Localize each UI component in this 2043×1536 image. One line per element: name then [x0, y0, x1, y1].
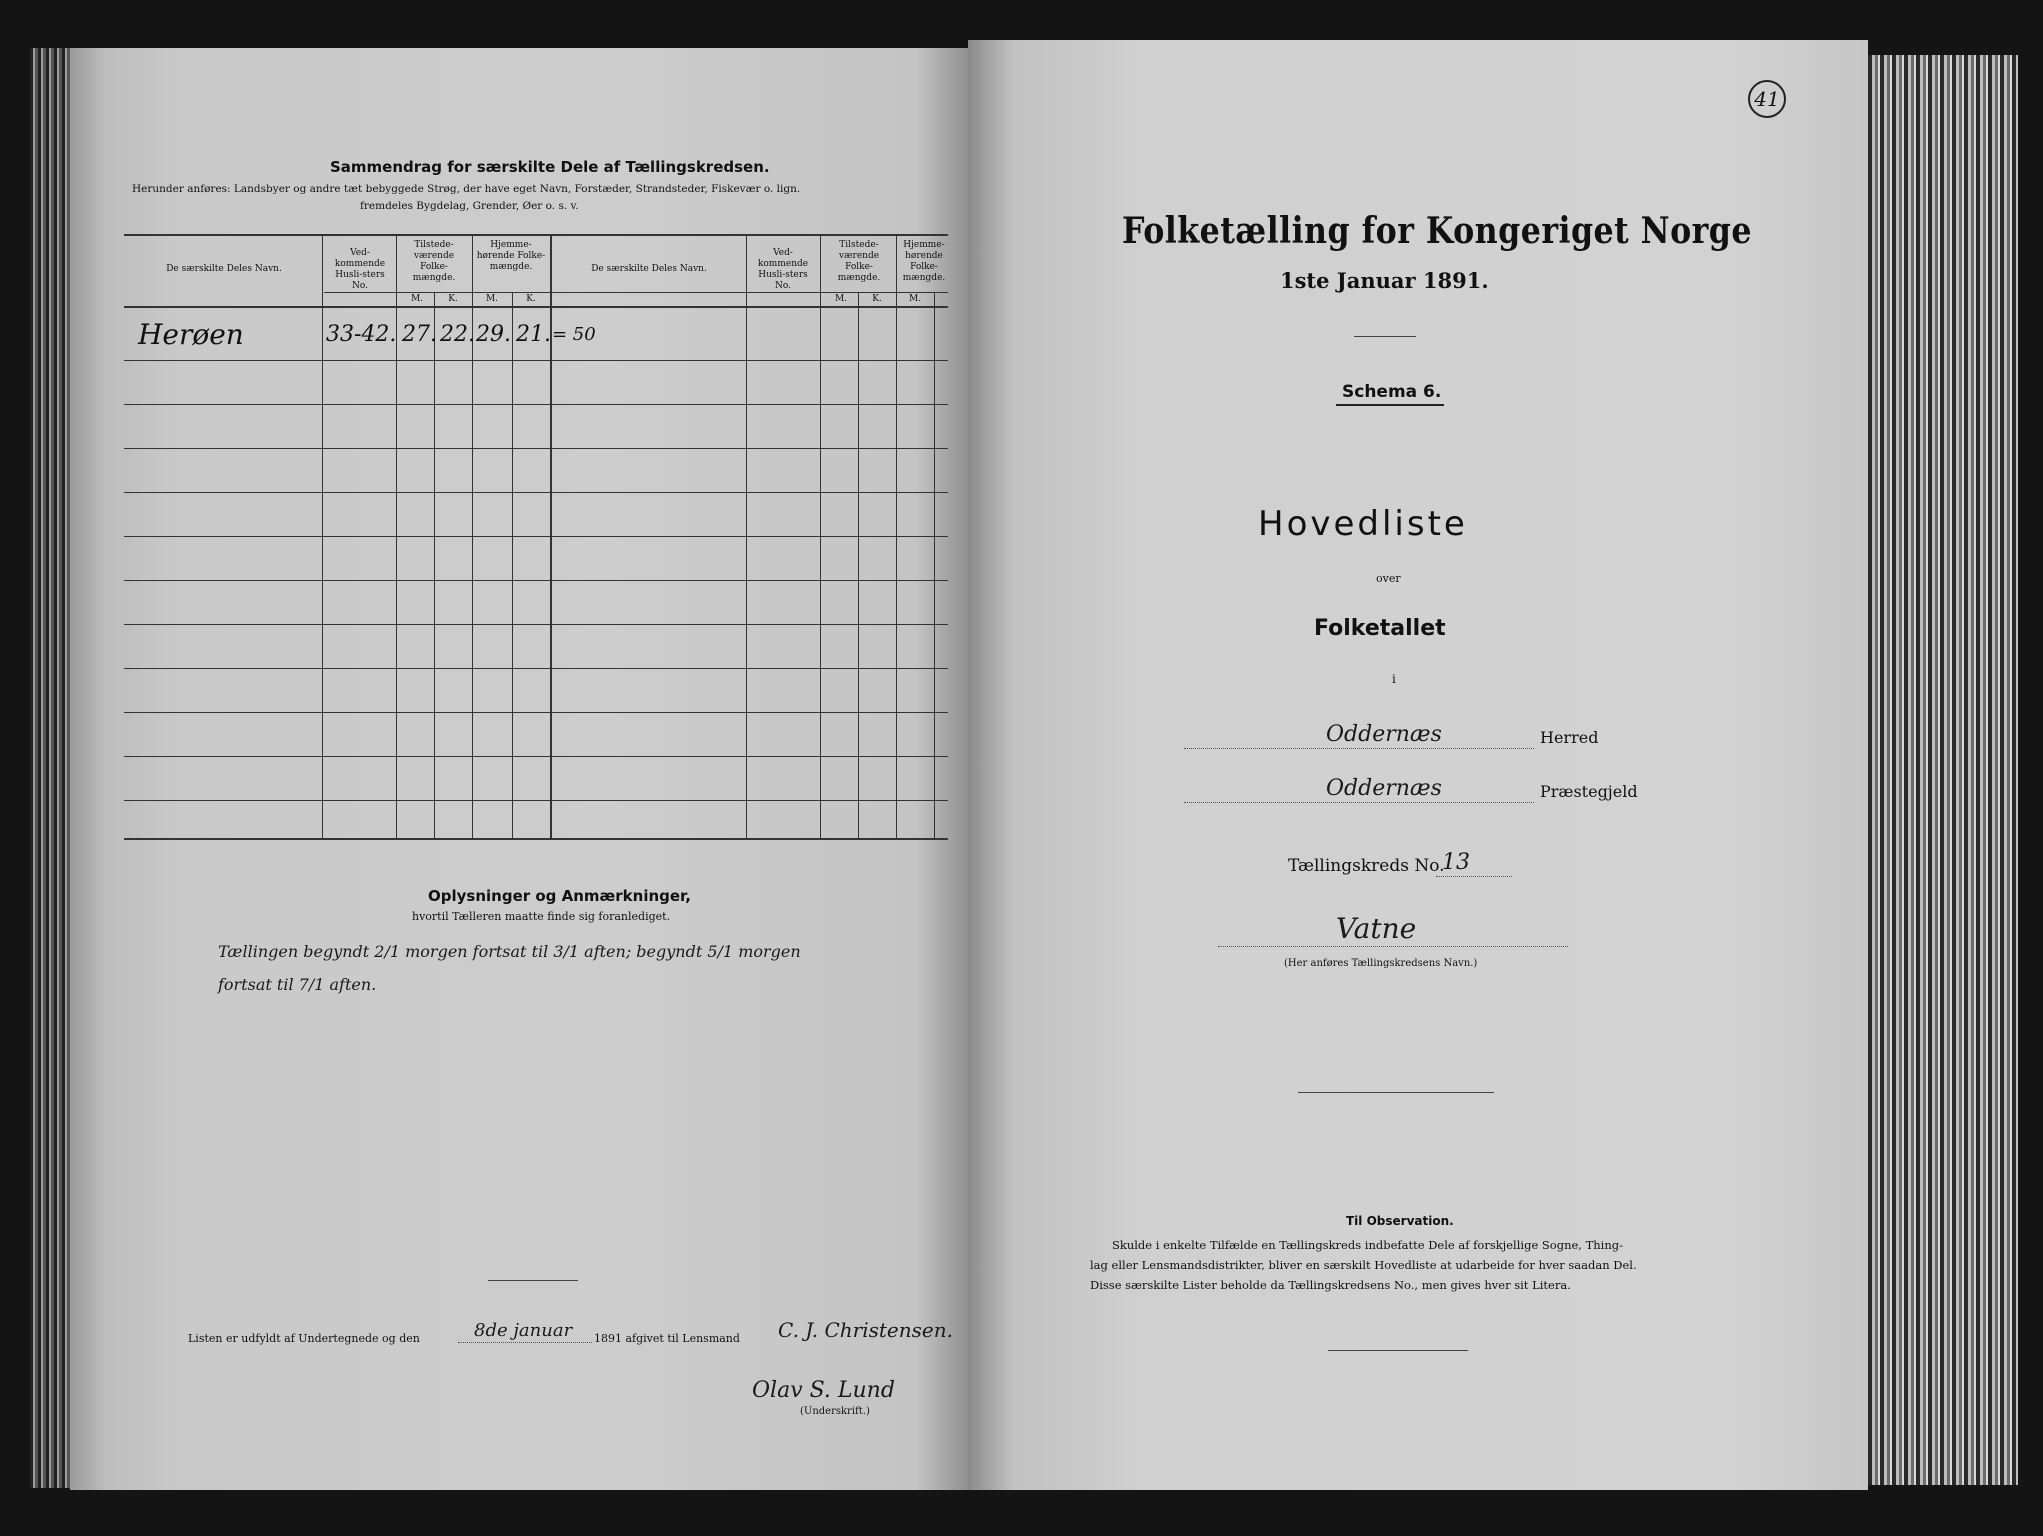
- header-m: M.: [410, 294, 424, 304]
- schema-label: Schema 6.: [1342, 382, 1442, 402]
- row-present-k: 22.: [440, 322, 475, 347]
- bottom-rule: [1328, 1350, 1468, 1351]
- kreds-label: Tællingskreds No.: [1288, 856, 1445, 876]
- header-m: M.: [485, 294, 499, 304]
- folketallet-heading: Folketallet: [1314, 616, 1446, 641]
- header-list-no: Ved-kommende Husli-sters No.: [757, 248, 809, 291]
- short-rule: [488, 1280, 578, 1281]
- footer-prefix: Listen er udfyldt af Undertegnede og den: [188, 1332, 420, 1345]
- summary-table: [124, 234, 948, 840]
- title-rule: [1354, 336, 1416, 337]
- row-resident-k: 21.: [516, 322, 551, 347]
- header-m: M.: [834, 294, 848, 304]
- lensmand-name: C. J. Christensen.: [778, 1318, 953, 1342]
- prestegjeld-value: Oddernæs: [1326, 776, 1442, 801]
- header-k: K.: [872, 294, 882, 304]
- header-present: Tilstede-værende Folke-mængde.: [412, 240, 456, 283]
- header-k: K.: [448, 294, 458, 304]
- remarks-line-2: fortsat til 7/1 aften.: [218, 975, 377, 994]
- observation-line-1: Skulde i enkelte Tilfælde en Tællingskreds indbefatte Dele af forskjellige Sogne, Thing-: [1112, 1238, 1624, 1252]
- observation-line-3: Disse særskilte Lister beholde da Tællingskredsens No., men gives hver sit Litera.: [1090, 1278, 1571, 1292]
- kreds-name-line: [1218, 946, 1568, 947]
- footer-year: 1891 afgivet til Lensmand: [594, 1332, 740, 1345]
- header-name: De særskilte Deles Navn.: [166, 264, 282, 274]
- kreds-value: 13: [1442, 850, 1470, 875]
- row-name: Herøen: [138, 318, 244, 351]
- footer-date-line: [458, 1342, 592, 1343]
- page-number: [1748, 80, 1786, 118]
- observation-line-2: lag eller Lensmandsdistrikter, bliver en særskilt Hovedliste at udarbeide for hver saadan Del.: [1090, 1258, 1637, 1272]
- herred-label: Herred: [1540, 728, 1599, 747]
- header-list-no: Ved-kommende Husli-sters No.: [334, 248, 386, 291]
- remarks-title: Oplysninger og Anmærkninger,: [428, 887, 691, 905]
- page-number-text: 41: [1754, 87, 1780, 111]
- header-name: De særskilte Deles Navn.: [591, 264, 707, 274]
- summary-subtitle-2: fremdeles Bygdelag, Grender, Øer o. s. v.: [360, 200, 579, 212]
- footer-date: 8de januar: [474, 1320, 573, 1341]
- header-resident: Hjemme-hørende Folke-mængde.: [902, 240, 946, 283]
- row-present-m: 27.: [402, 322, 437, 347]
- prestegjeld-label: Præstegjeld: [1540, 782, 1638, 801]
- observation-title: Til Observation.: [1346, 1214, 1454, 1228]
- row-resident-m: 29.: [476, 322, 511, 347]
- herred-value: Oddernæs: [1326, 722, 1442, 747]
- summary-title: Sammendrag for særskilte Dele af Tællingskredsen.: [330, 158, 770, 176]
- row-list-no: 33-42.: [326, 322, 397, 347]
- header-m: M.: [908, 294, 922, 304]
- kreds-name-label: (Her anføres Tællingskredsens Navn.): [1284, 958, 1478, 969]
- header-resident: Hjemme-hørende Folke-mængde.: [476, 240, 546, 272]
- middle-rule: [1298, 1092, 1494, 1093]
- i-label: i: [1392, 672, 1396, 686]
- census-title: Folketælling for Kongeriget Norge: [1122, 210, 1752, 252]
- header-k: K.: [526, 294, 536, 304]
- header-present: Tilstede-værende Folke-mængde.: [837, 240, 881, 283]
- book-edge-right: [1868, 55, 2018, 1485]
- schema-underline: [1336, 404, 1444, 406]
- signature: Olav S. Lund: [752, 1378, 895, 1403]
- over-label: over: [1376, 572, 1401, 585]
- herred-line: [1184, 748, 1534, 749]
- prestegjeld-line: [1184, 802, 1534, 803]
- right-page: [968, 40, 1868, 1490]
- main-heading: Hovedliste: [1258, 504, 1468, 544]
- remarks-subtitle: hvortil Tælleren maatte finde sig foranlediget.: [412, 910, 671, 923]
- signature-label: (Underskrift.): [800, 1406, 870, 1417]
- row-total: = 50: [552, 324, 596, 345]
- census-date: 1ste Januar 1891.: [1280, 268, 1489, 293]
- summary-subtitle-1: Herunder anføres: Landsbyer og andre tæt bebyggede Strøg, der have eget Navn, Forstæder, Strandsteder, Fiskevær o. lign.: [132, 183, 801, 195]
- remarks-line-1: Tællingen begyndt 2/1 morgen fortsat til 3/1 aften; begyndt 5/1 morgen: [218, 942, 801, 961]
- kreds-name: Vatne: [1336, 912, 1417, 945]
- kreds-line: [1436, 876, 1512, 877]
- book-edge-left: [30, 48, 72, 1488]
